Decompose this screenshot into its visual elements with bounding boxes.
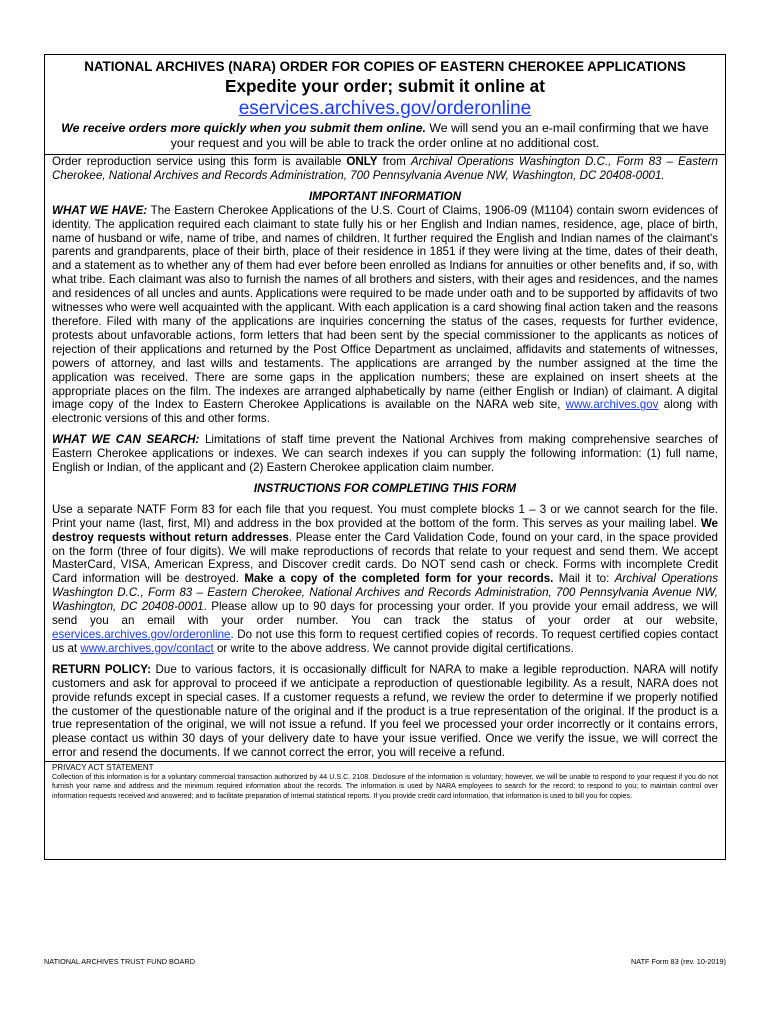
expedite-heading: Expedite your order; submit it online at <box>225 76 545 96</box>
important-heading: IMPORTANT INFORMATION <box>309 189 461 203</box>
contact-link[interactable]: www.archives.gov/contact <box>80 641 214 655</box>
can-search-text: Limitations of staff time prevent the National Archives from making comprehensive searches of Eastern Cherokee applications or indexes. We can search indexes if you can supply the following information: (1) full name, English or Indian, of the applicant and (2) Eastern Cherokee application claim number. <box>52 433 719 475</box>
privacy-text: Collection of this information is for a voluntary commercial transaction authorized by 44 U.S.C. 2108. Disclosure of the information is voluntary; however, we will be unable to respond to your request if you do not furnish your name and address and the minimum required information about the records. The information is used by NARA employees to search for the record; to respond to you; to maintain control over information requests received and answered; and to facilitate preparation of internal statistical reports. If you provide credit card information, that information is used to bill you for copies. <box>52 772 718 800</box>
reproduction-text-2: from <box>377 155 411 168</box>
instr-text-1: Use a separate NATF Form 83 for each file that you request. You must complete blocks 1 – 3 or we cannot search for the file. Print your name (last, first, MI) and address in the box provided at the bottom of the form. This serves as your mailing label. <box>52 502 718 530</box>
reproduction-address: Archival Operations Washington D.C., Form 83 – Eastern Cherokee, National Archives and Records Administration, 700 Pennsylvania Avenue NW, Washington, DC 20408-0001. <box>52 155 718 182</box>
what-we-have-paragraph <box>52 204 718 427</box>
what-we-have-label: WHAT WE HAVE: <box>52 203 148 217</box>
what-we-have-end: along with electronic versions of this and other forms. <box>52 398 718 426</box>
instr-text-4: . Please allow up to 90 days for processing your order. If you provide your email address, we will send you an email with your order number. You can track the status of your order at our website, <box>52 600 718 628</box>
online-order-link[interactable]: eservices.archives.gov/orderonline <box>238 98 532 119</box>
receive-rest: We will send you an e-mail confirming that we have your request and you will be able to track the order online at no additional cost. <box>170 121 709 150</box>
archives-link[interactable]: www.archives.gov <box>565 398 659 412</box>
instructions-heading: INSTRUCTIONS FOR COMPLETING THIS FORM <box>253 481 517 495</box>
order-online-link[interactable]: eservices.archives.gov/orderonline <box>52 628 231 641</box>
form-body <box>45 155 725 760</box>
reproduction-text: Order reproduction service using this form is available <box>52 155 347 168</box>
form-header <box>45 55 725 155</box>
can-search-label: WHAT WE CAN SEARCH: <box>52 433 200 447</box>
instr-text-3: Mail it to: <box>553 572 615 586</box>
only-emphasis: ONLY <box>346 155 378 168</box>
reproduction-notice <box>52 155 718 183</box>
footer-board: NATIONAL ARCHIVES TRUST FUND BOARD <box>44 957 195 966</box>
what-we-have-text: The Eastern Cherokee Applications of the U.S. Court of Claims, 1906-09 (M1104) contain sworn evidences of identity. The application required each claimant to state fully his or her English and Indian names, residence, age, place of birth, name of husband or wife, name of tribe, and names of children. It further required the English and Indian names of the claimant's parents and grandparents, place of their birth, place of their residence in 1851 if they were living at the time, dates of their death, and a statement as to whether any of them had ever before been enrolled as Indians for annuities or other benefits and, if so, with what tribe. Each claimant was also to furnish the names of all brothers and sisters, with their ages and residences, and the names and residences of all uncles and aunts. Applications were required to be made under oath and to be supported by affidavits of two witnesses who were well acquainted with the applicant. With each application is a card showing final action taken and the reasons therefore. Filed with many of the applications are inquiries concerning the status of the cases, requests for further evidence, protests about unfavorable actions, form letters that had been sent by the special commissioner to the applicants as notices of rejection of their applications and returned by the Post Office Department as unclaimed, affidavits and statements of witnesses, powers of attorney, and last wills and testaments. The applications are arranged by the number assigned at the time the application was received. There are some gaps in the application numbers; these are explained on insert sheets at the appropriate places on the film. The indexes are arranged alphabetically by name (either English or Indian) of claimant. A digital image copy of the Index to Eastern Cherokee Applications is available on the NARA web site, <box>52 203 718 412</box>
instr-text-6: or write to the above address. We cannot provide digital certifications. <box>213 641 574 655</box>
receive-notice <box>45 121 725 154</box>
instr-text-2: . Please enter the Card Validation Code, found on your card, in the space provided on the form (three of four digits). We will make reproductions of records that relate to your request and send them. We accept MasterCard, VISA, American Express, and Discover credit cards. Do NOT send cash or check. Forms with incomplete Credit Card information will be destroyed. <box>52 530 718 586</box>
return-policy-label: RETURN POLICY: <box>52 662 151 676</box>
mail-address: Archival Operations Washington D.C., Form 83 – Eastern Cherokee, National Archives and Records Administration, 700 Pennsylvania Avenue NW, Washington, DC 20408-0001 <box>52 572 718 614</box>
instr-bold-1: We destroy requests without return addresses <box>52 516 718 544</box>
privacy-act-statement <box>45 761 725 801</box>
footer-form-number: NATF Form 83 (rev. 10-2019) <box>630 957 726 966</box>
return-policy-paragraph <box>52 663 718 760</box>
can-search-paragraph <box>52 433 718 475</box>
return-policy-text: Due to various factors, it is occasionally difficult for NARA to make a legible reproduction. NARA will notify customers and ask for approval to proceed if we anticipate a reproduction of questionable legibility. As a result, NARA does not provide refunds except in special cases. If a customer requests a refund, we review the order to determine if we properly notified the customer of the questionable nature of the original and if the product is a true representation of the original. If the product is a true representation of the original, we will not issue a refund. If you feel we processed your order incorrectly or it contains errors, please contact us within 30 days of your delivery date to have your issue verified. Once we verify the issue, we will correct the error and resend the documents. If we cannot correct the error, you will receive a refund. <box>52 662 718 760</box>
privacy-heading: PRIVACY ACT STATEMENT <box>52 763 154 773</box>
form-title: NATIONAL ARCHIVES (NARA) ORDER FOR COPIES OF EASTERN CHEROKEE APPLICATIONS <box>84 59 686 74</box>
instr-bold-2: Make a copy of the completed form for your records. <box>244 572 554 586</box>
receive-bold: We receive orders more quickly when you submit them online. <box>61 121 426 135</box>
instructions-paragraph <box>52 503 718 656</box>
form-page <box>44 54 726 860</box>
instr-text-5: . Do not use this form to request certified copies of records. To request certified copies contact us at <box>52 628 718 655</box>
